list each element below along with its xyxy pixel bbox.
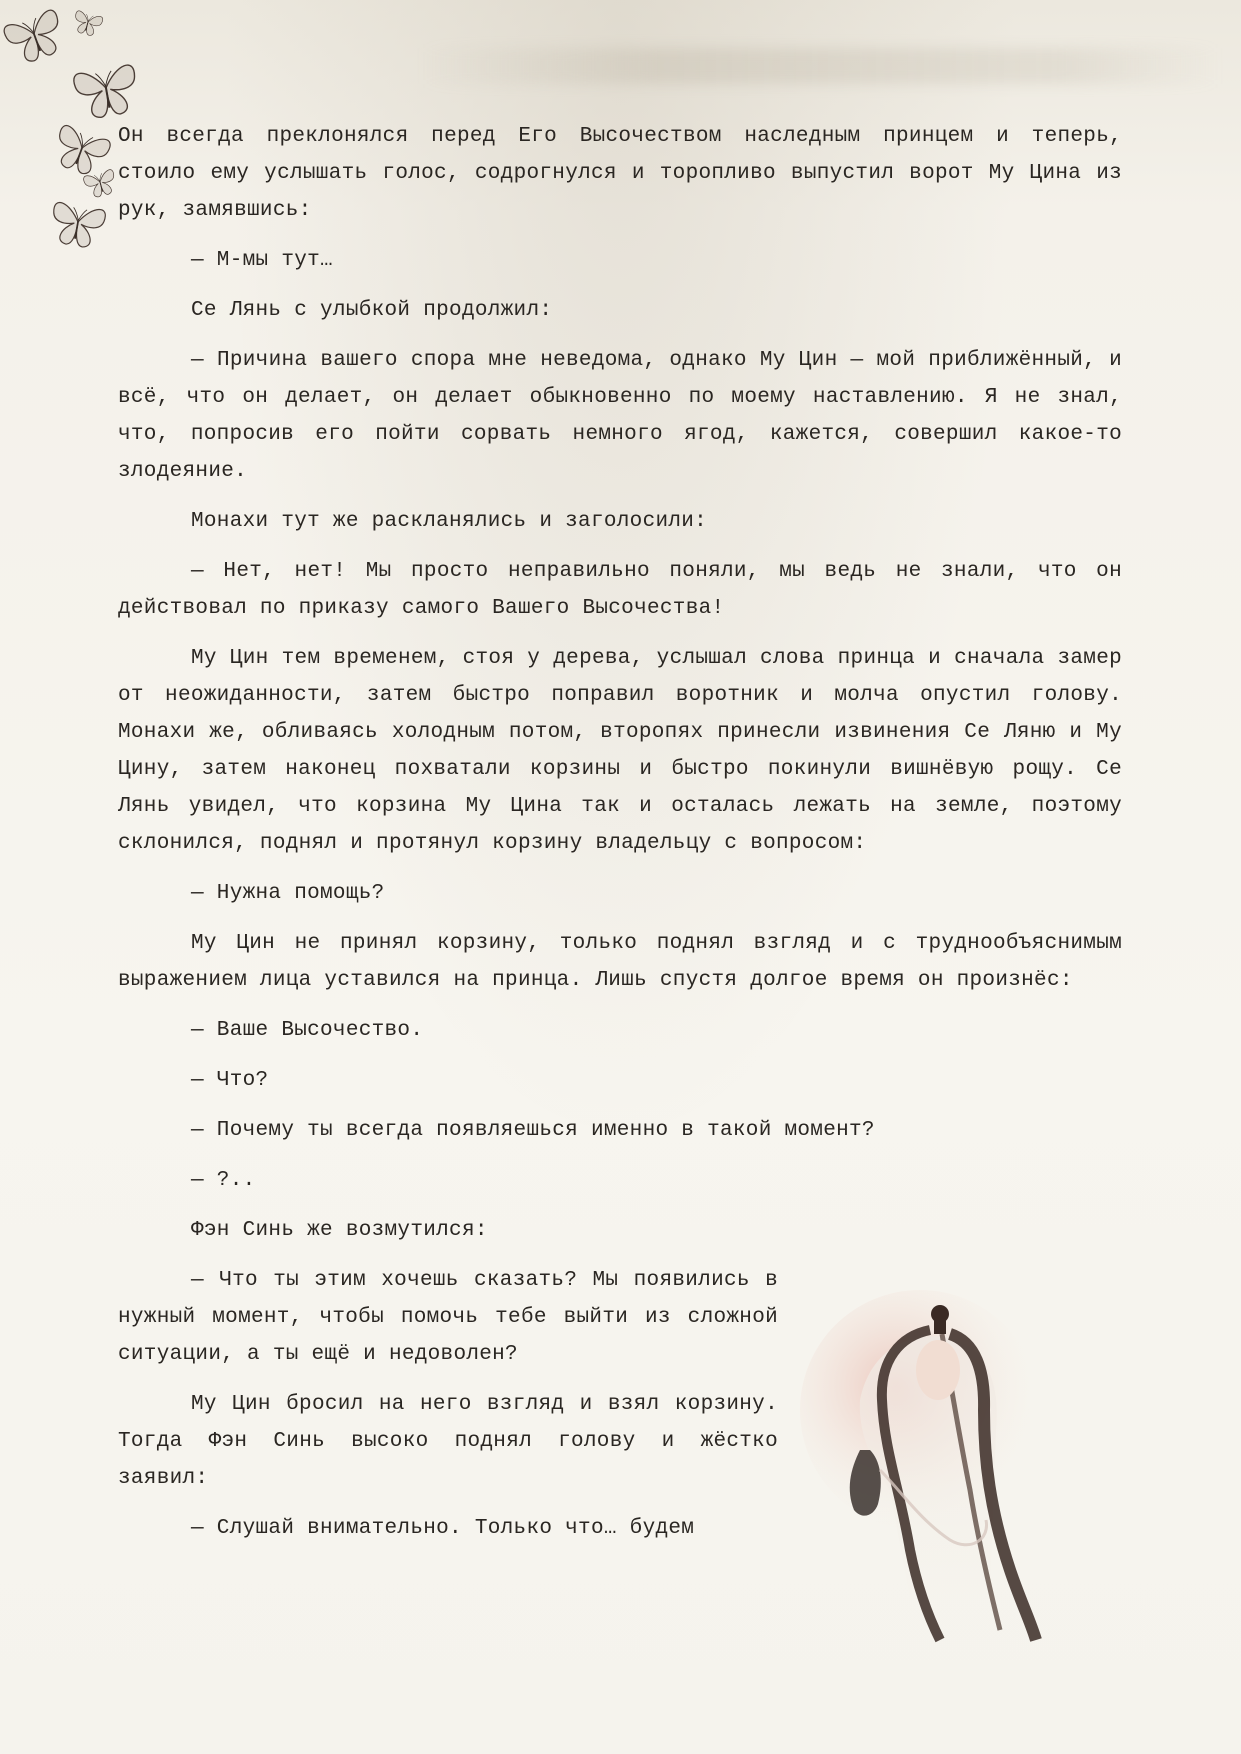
paragraph: Се Лянь с улыбкой продолжил: [191, 299, 553, 322]
paragraph: Му Цин бросил на него взгляд и взял корзину. Тогда Фэн Синь высоко поднял голову и жёстко заявил: [118, 1393, 778, 1490]
paragraph: Фэн Синь же возмутился: [191, 1219, 488, 1242]
paragraph: — Слушай внимательно. Только что… будем [191, 1517, 695, 1540]
paragraph: Он всегда преклонялся перед Его Высочеством наследным принцем и теперь, стоило ему услышать голос, содрогнулся и торопливо выпустил ворот Му Цина из рук, замявшись: [118, 125, 1122, 222]
paragraph: Му Цин не принял корзину, только поднял взгляд и с труднообъяснимым выражением лица уставился на принца. Лишь спустя долгое время он произнёс: [118, 932, 1122, 992]
paragraph: — ?.. [191, 1169, 256, 1192]
paragraph: — Что ты этим хочешь сказать? Мы появились в нужный момент, чтобы помочь тебе выйти из сложной ситуации, а ты ещё и недоволен? [118, 1269, 778, 1366]
figure-illustration [800, 1290, 1130, 1650]
brush-stroke-decoration [420, 48, 1220, 84]
paragraph: — Почему ты всегда появляешься именно в такой момент? [191, 1119, 875, 1142]
paragraph: — Нет, нет! Мы просто неправильно поняли, мы ведь не знали, что он действовал по приказу самого Вашего Высочества! [118, 560, 1122, 620]
paragraph: — Ваше Высочество. [191, 1019, 424, 1042]
paragraph: Монахи тут же раскланялись и заголосили: [191, 510, 708, 533]
paragraph: Му Цин тем временем, стоя у дерева, услышал слова принца и сначала замер от неожиданности, затем быстро поправил воротник и молча опустил голову. Монахи же, обливаясь холодным потом, второпях принесли извинения Се Ляню и Му Цину, затем наконец похватали корзины и быстро покинули вишнёвую рощу. Се Лянь увидел, что корзина Му Цина так и осталась лежать на земле, поэтому склонился, поднял и протянул корзину владельцу с вопросом: [118, 647, 1122, 855]
paragraph: — Что? [191, 1069, 269, 1092]
paragraph: — Причина вашего спора мне неведома, однако Му Цин — мой приближённый, и всё, что он делает, он делает обыкновенно по моему наставлению. Я не знал, что, попросив его пойти сорвать немного ягод, кажется, совершил какое-то злодеяние. [118, 349, 1122, 483]
paragraph: — Нужна помощь? [191, 882, 385, 905]
paragraph: — М-мы тут… [191, 249, 333, 272]
